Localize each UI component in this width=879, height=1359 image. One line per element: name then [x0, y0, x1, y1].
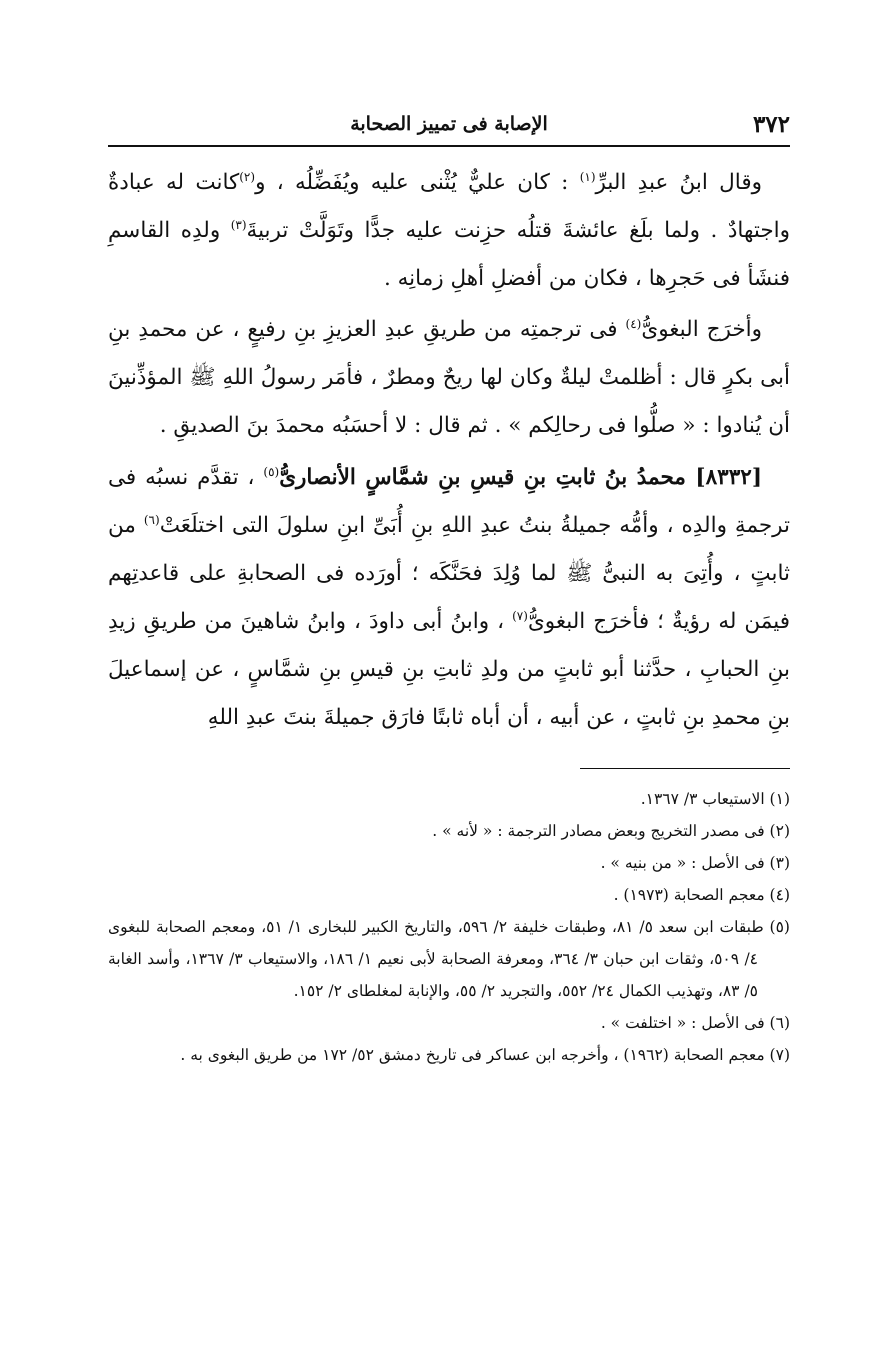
biography-entry — [108, 454, 790, 742]
footnote: (٢) فى مصدر التخريج وبعض مصادر الترجمة : « لأنه » . — [432, 822, 790, 840]
footnote-divider — [580, 768, 790, 769]
text-run: ، تقدَّم نسبُه فى ترجمةِ والدِه ، وأمُّه جميلةُ بنتُ عبدِ اللهِ بنِ أُبَىِّ ابنِ سلولَ التى اختلَعَتْ — [108, 465, 791, 538]
footnote-ref: (٧) — [512, 608, 528, 623]
footnote: (١) الاستيعاب ٣/ ١٣٦٧. — [640, 790, 790, 808]
footnote-ref: (٦) — [143, 512, 160, 527]
footnote: (٦) فى الأصل : « اختلفت » . — [600, 1014, 790, 1032]
text-run: من ثابتٍ ، وأُتِىَ به النبىُّ ﷺ لما وُلِدَ فحَنَّكَه ؛ أورَده فى الصحابةِ على قاعدتِهم فيمَن له رؤيةٌ ؛ فأخرَج البغوىُّ — [108, 513, 790, 634]
text-run: وقال ابنُ عبدِ البرِّ — [595, 170, 762, 195]
footnote-ref: (٥) — [263, 464, 280, 479]
footnote-ref: (٤) — [625, 316, 642, 331]
paragraph — [108, 306, 790, 450]
footnote: (٥) طبقات ابن سعد ٥/ ٨١، وطبقات خليفة ٢/ ٥٩٦، والتاريخ الكبير للبخارى ١/ ٥١، ومعجم الصحابة للبغوى ٤/ ٥٠٩، وثقات ابن حبان ٣/ ٣٦٤، ومعرفة الصحابة لأبى نعيم ١/ ١٨٦، والاستيعاب ٣/ ١٣٦٧، وأسد الغابة ٥/ ٨٣، وتهذيب الكمال ٢٤/ ٥٥٢، والتجريد ٢/ ٥٥، والإنابة لمغلطاى ٢/ ١٥٢. — [108, 918, 790, 1000]
text-run: ولدِه القاسمِ فنشَأ فى حَجرِها ، فكان من أفضلِ أهلِ زمانِه . — [108, 218, 790, 291]
footnote-ref: (٢) — [239, 169, 256, 184]
text-run: كانت له عبادةٌ واجتهادٌ . ولما بلَغ عائشةَ قتلُه حزِنت عليه جدًّا وتَوَلَّتْ تربيةَ — [108, 170, 790, 243]
footnote: (٣) فى الأصل : « من بنيه » . — [600, 854, 790, 872]
text-run: ، وابنُ أبى داودَ ، وابنُ شاهينَ من طريقِ زيدِ بنِ الحبابِ ، حدَّثنا أبو ثابتٍ من ولدِ ثابتِ بنِ قيسِ بنِ شمَّاسٍ ، عن إسماعيلَ بنِ محمدِ بنِ ثابتٍ ، عن أبيه ، أن أباه ثابتًا فارَق جميلةَ بنتَ عبدِ اللهِ — [108, 609, 790, 730]
book-page — [108, 105, 790, 1071]
text-run: فى ترجمتِه من طريقِ عبدِ العزيزِ بنِ رفيعٍ ، عن محمدِ بنِ أبى بكرٍ قال : أظلمتْ ليلةٌ وكان لها ريحٌ ومطرٌ ، فأمَر رسولُ اللهِ ﷺ المؤذِّنينَ أن يُنادوا : « صلُّوا فى رحالِكم » . ثم قال : لا أحسَبُه محمدَ بنَ الصديقِ . — [108, 317, 790, 438]
page-number: ٣٧٢ — [752, 111, 790, 138]
page-header — [108, 105, 790, 147]
footnotes-list — [108, 783, 790, 1071]
footnote-ref: (١) — [579, 169, 596, 184]
footnote-ref: (٣) — [230, 217, 247, 232]
running-title: الإصابة فى تمييز الصحابة — [350, 113, 548, 135]
entry-heading: [٨٣٣٢] محمدُ بنُ ثابتِ بنِ قيسِ بنِ شمَّاسٍ الأنصارىُّ — [279, 465, 763, 490]
paragraph — [108, 159, 790, 303]
text-run: وأخرَج البغوىُّ — [641, 317, 763, 342]
footnote: (٤) معجم الصحابة (١٩٧٣) . — [613, 886, 790, 904]
text-run: : كان عليٌّ يُثْنى عليه ويُفَضِّلُه ، و — [255, 170, 580, 195]
footnote: (٧) معجم الصحابة (١٩٦٢) ، وأخرجه ابن عساكر فى تاريخ دمشق ٥٢/ ١٧٢ من طريق البغوى به . — [180, 1046, 790, 1064]
main-text — [108, 159, 790, 742]
